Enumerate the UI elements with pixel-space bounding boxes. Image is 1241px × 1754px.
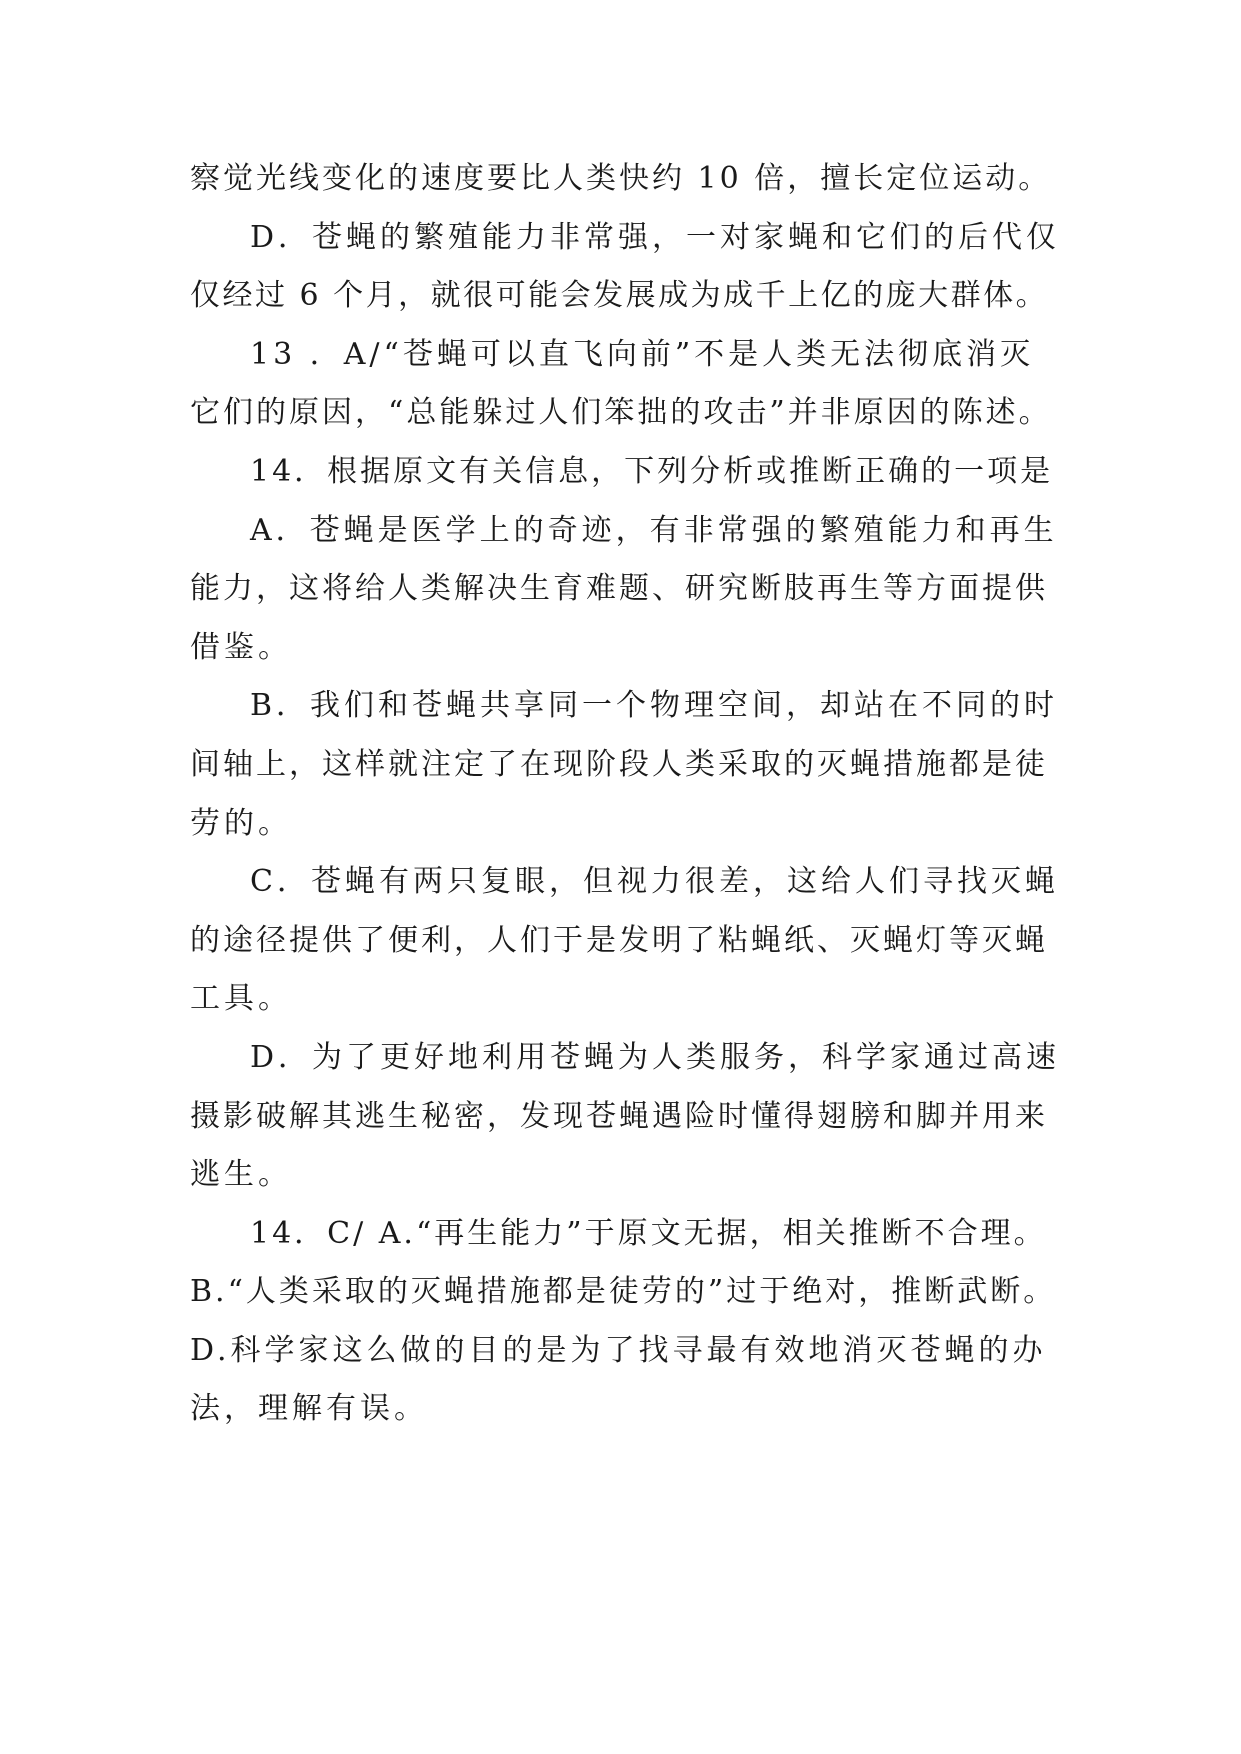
text-line: 法，理解有误。 bbox=[190, 1391, 428, 1427]
text-line: 能力，这将给人类解决生育难题、研究断肢再生等方面提供 bbox=[190, 571, 1048, 607]
text-line: A．苍蝇是医学上的奇迹，有非常强的繁殖能力和再生 bbox=[250, 512, 1058, 548]
text-line: B.“人类采取的灭蝇措施都是徒劳的”过于绝对，推断武断。 bbox=[190, 1274, 1057, 1310]
text-line: 仅经过 6 个月，就很可能会发展成为成千上亿的庞大群体。 bbox=[190, 278, 1049, 314]
text-line: 14．C/ A.“再生能力”于原文无据，相关推断不合理。 bbox=[250, 1215, 1047, 1251]
text-line: C．苍蝇有两只复眼，但视力很差，这给人们寻找灭蝇 bbox=[250, 864, 1059, 900]
text-line: 借鉴。 bbox=[190, 629, 292, 665]
text-line: D．为了更好地利用苍蝇为人类服务，科学家通过高速 bbox=[250, 1039, 1061, 1075]
text-line: 摄影破解其逃生秘密，发现苍蝇遇险时懂得翅膀和脚并用来 bbox=[190, 1098, 1048, 1134]
text-line: 13 ．A/“苍蝇可以直飞向前”不是人类无法彻底消灭 bbox=[250, 336, 1035, 372]
text-line: 劳的。 bbox=[190, 805, 292, 841]
text-line: 间轴上，这样就注定了在现阶段人类采取的灭蝇措施都是徒 bbox=[190, 746, 1048, 782]
text-line: D．苍蝇的繁殖能力非常强，一对家蝇和它们的后代仅 bbox=[250, 219, 1061, 255]
text-line: 的途径提供了便利，人们于是发明了粘蝇纸、灭蝇灯等灭蝇 bbox=[190, 922, 1048, 958]
text-line: 察觉光线变化的速度要比人类快约 10 倍，擅长定位运动。 bbox=[190, 161, 1052, 196]
text-line: D.科学家这么做的目的是为了找寻最有效地消灭苍蝇的办 bbox=[190, 1332, 1047, 1368]
text-line: B．我们和苍蝇共享同一个物理空间，却站在不同的时 bbox=[250, 688, 1059, 724]
document-body bbox=[190, 150, 1060, 1439]
text-line: 工具。 bbox=[190, 981, 292, 1017]
text-line: 逃生。 bbox=[190, 1157, 292, 1193]
text-line: 14．根据原文有关信息，下列分析或推断正确的一项是 bbox=[250, 453, 1054, 489]
text-line: 它们的原因，“总能躲过人们笨拙的攻击”并非原因的陈述。 bbox=[190, 395, 1052, 431]
